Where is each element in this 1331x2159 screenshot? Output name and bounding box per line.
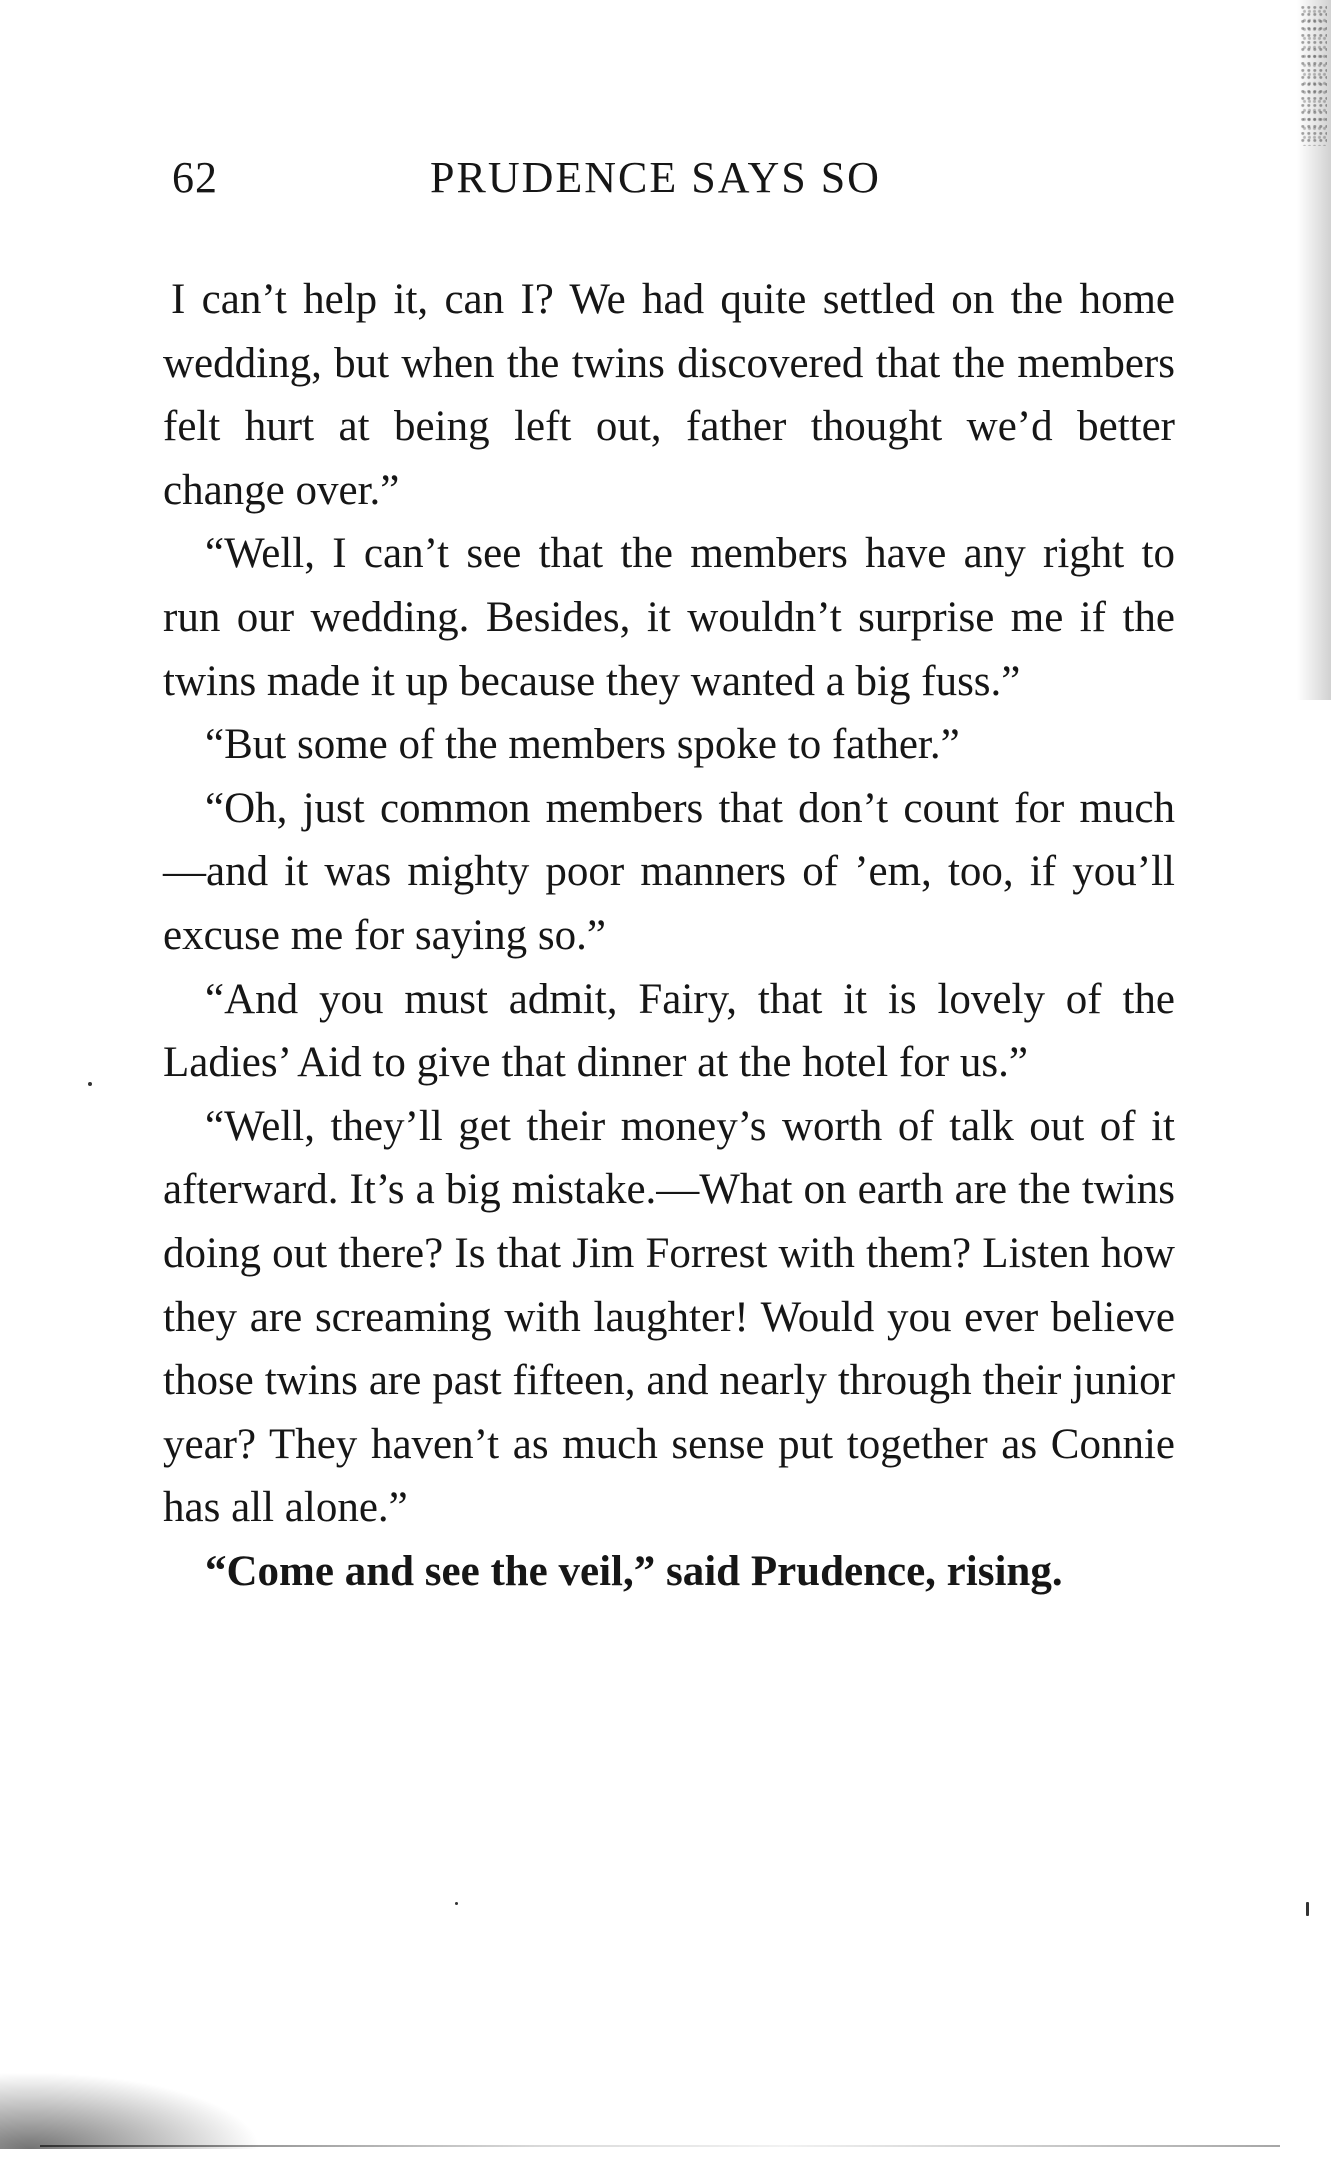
paragraph: “Come and see the veil,” said Prudence, rising. [205,1547,1063,1595]
body-text [163,268,1175,1603]
scan-speck [1306,1902,1309,1916]
scan-corner-shadow [0,2059,300,2149]
page-header [170,152,1180,212]
paragraph: I can’t help it, can I? We had quite settled on the home wedding, but when the twins discovered that the members felt hurt at being left out, father thought we’d better change over.” [163,276,1175,514]
paragraph: “But some of the members spoke to father.” [205,721,960,769]
running-title: PRUDENCE SAYS SO [430,153,881,202]
scan-bottom-edge [40,2145,1280,2147]
paragraph: “Well, they’ll get their money’s worth of talk out of it afterward. It’s a big mistake.—What on earth are the twins doing out there? Is that Jim Forrest with them? Listen how they are screaming with laughter! Would you ever believe those twins are past fifteen, and nearly through their junior year? They haven’t as much sense put together as Connie has all alone.” [163,1102,1175,1532]
paragraph: “Oh, just common members that don’t count for much—and it was mighty poor manners of ’em, too, if you’ll excuse me for saying so.” [163,784,1175,959]
scan-speck [88,1082,92,1086]
scan-speck [455,1902,458,1905]
scan-edge-noise [1301,6,1327,146]
paragraph: “Well, I can’t see that the members have any right to run our wedding. Besides, it wouldn’t surprise me if the twins made it up because they wanted a big fuss.” [163,530,1175,705]
page-number: 62 [172,153,218,202]
paragraph: “And you must admit, Fairy, that it is lovely of the Ladies’ Aid to give that dinner at the hotel for us.” [163,975,1175,1087]
